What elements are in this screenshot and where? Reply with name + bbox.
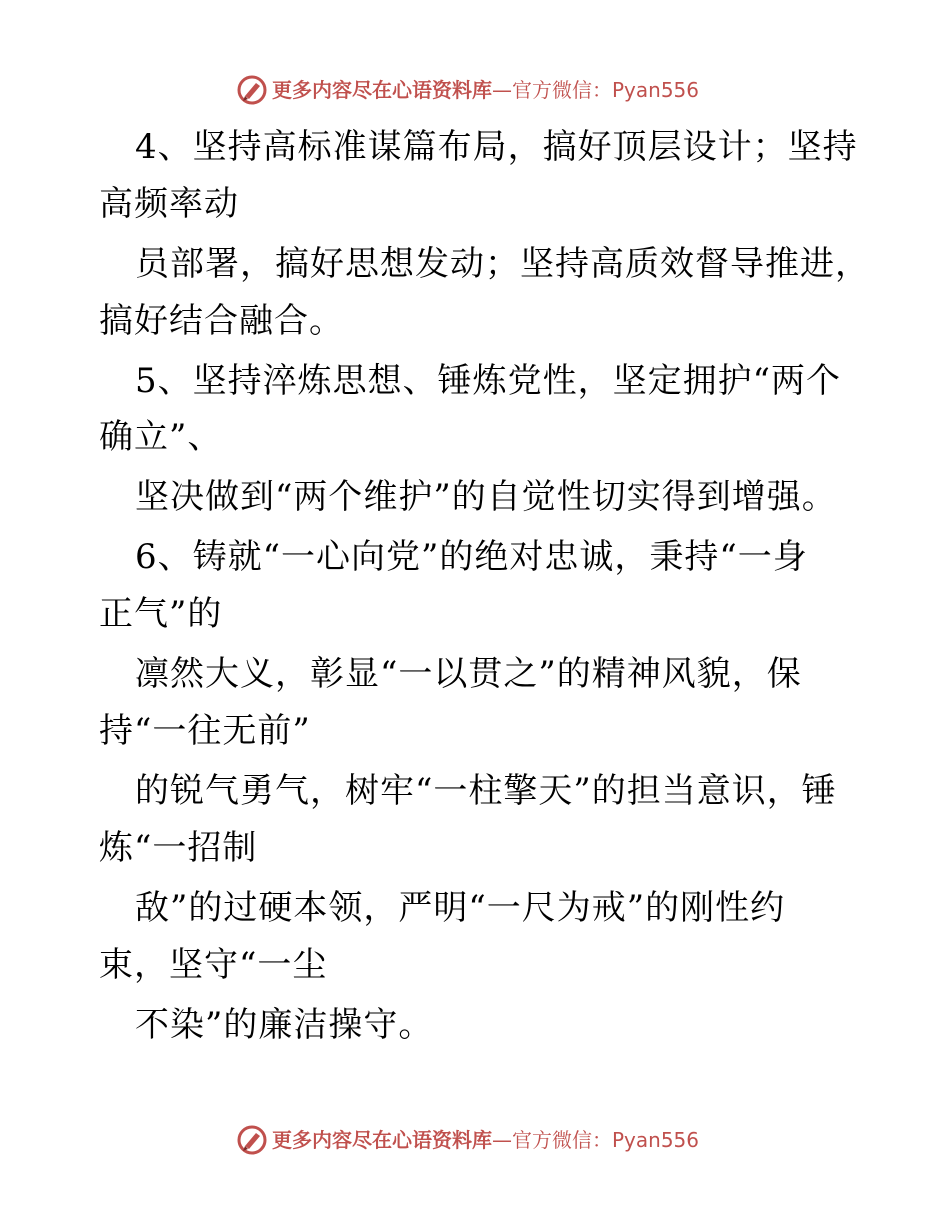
banner-dash: — — [492, 78, 512, 102]
text-line: 凛然大义，彰显“一以贯之”的精神风貌，保 — [135, 654, 802, 694]
text-line: 敌”的过硬本领，严明“一尺为戒”的刚性约 — [135, 888, 786, 928]
banner-wechat-id: Pyan556 — [612, 78, 700, 102]
banner-title: 更多内容尽在心语资料库 — [272, 1128, 492, 1152]
text-line: 不染”的廉洁操守。 — [135, 1005, 434, 1045]
text-line: 4、坚持高标准谋篇布局，搞好顶层设计；坚持 — [135, 127, 858, 167]
text-line: 搞好结合融合。 — [99, 301, 344, 341]
pen-logo-icon — [236, 1124, 268, 1156]
banner-dash: — — [492, 1128, 512, 1152]
text-line: 束，坚守“一尘 — [99, 945, 328, 985]
text-line: 5、坚持淬炼思想、锤炼党性，坚定拥护“两个 — [135, 361, 842, 401]
text-line: 确立”、 — [99, 417, 223, 457]
banner-title: 更多内容尽在心语资料库 — [272, 78, 492, 102]
banner-subtitle: 官方微信： — [512, 78, 612, 102]
banner-subtitle: 官方微信： — [512, 1128, 612, 1152]
text-line: 6、铸就“一心向党”的绝对忠诚，秉持“一身 — [135, 537, 808, 577]
text-line: 正气”的 — [99, 594, 223, 634]
footer-banner — [236, 1122, 716, 1158]
text-line: 坚决做到“两个维护”的自觉性切实得到增强。 — [135, 477, 837, 517]
text-line: 炼“一招制 — [99, 828, 258, 868]
text-line: 高频率动 — [99, 184, 239, 224]
text-line: 持“一往无前” — [99, 711, 311, 751]
banner-wechat-id: Pyan556 — [612, 1128, 700, 1152]
text-line: 的锐气勇气，树牢“一柱擎天”的担当意识，锤 — [135, 771, 837, 811]
text-line: 员部署，搞好思想发动；坚持高质效督导推进， — [135, 244, 870, 284]
